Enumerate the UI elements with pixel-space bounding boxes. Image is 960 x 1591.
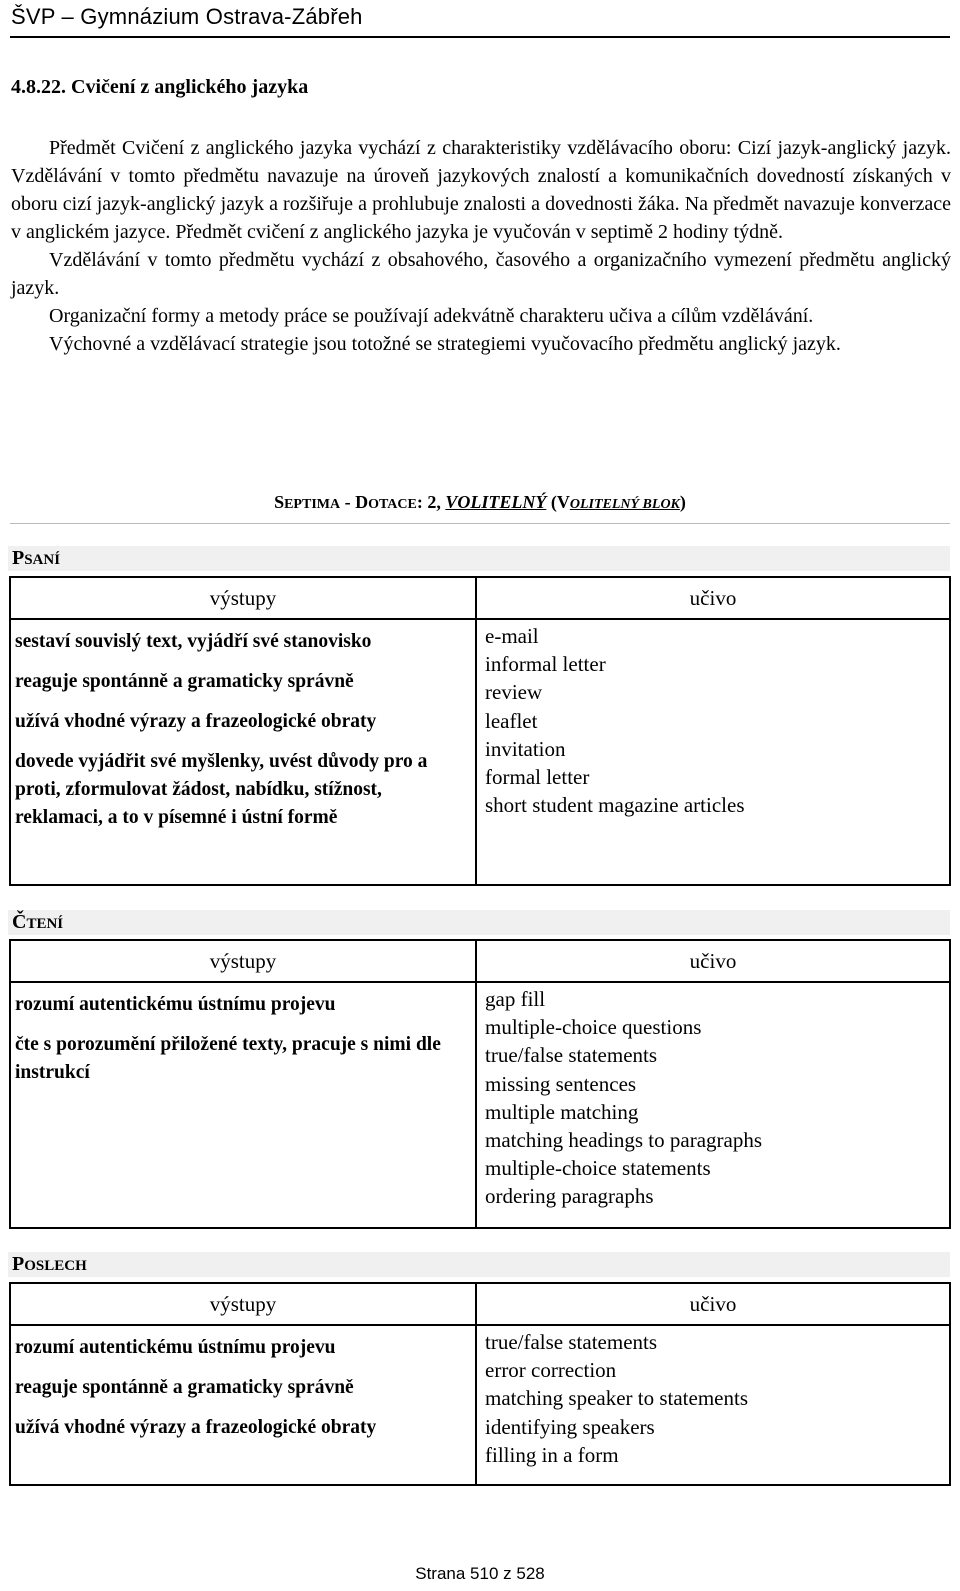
content-item: leaflet (485, 708, 538, 733)
block-heading-cteni: ČTENÍ (8, 910, 950, 935)
block-heading-psani: PSANÍ (8, 546, 950, 571)
output-item: reaguje spontánně a gramaticky správně (15, 671, 354, 692)
content-item: multiple matching (485, 1099, 639, 1124)
content-item: true/false statements (485, 1330, 658, 1354)
column-header-outputs: výstupy (10, 577, 476, 619)
output-item: rozumí autentickému ústnímu projevu (15, 1337, 336, 1358)
output-item: reaguje spontánně a gramaticky správně (15, 1377, 354, 1398)
content-item: identifying speakers (485, 1414, 655, 1439)
content-item: multiple-choice questions (485, 1015, 702, 1040)
intro-paragraph: Organizační formy a metody práce se používají adekvátně charakteru učiva a cílům vzdělávání. (49, 305, 814, 327)
column-header-content: učivo (476, 1283, 950, 1325)
content-item: informal letter (485, 652, 606, 677)
outputs-cell (10, 1325, 476, 1485)
section-title: 4.8.22. Cvičení z anglického jazyka (11, 76, 309, 98)
curriculum-table-poslech (9, 1282, 951, 1486)
column-header-content: učivo (476, 940, 950, 982)
content-cell (476, 619, 950, 885)
content-item: review (485, 680, 543, 705)
header-divider (10, 36, 950, 38)
content-item: e-mail (485, 624, 539, 648)
column-header-outputs: výstupy (10, 1283, 476, 1325)
content-cell (476, 1325, 950, 1485)
content-item: gap fill (485, 987, 546, 1011)
content-item: multiple-choice statements (485, 1156, 711, 1181)
content-item: short student magazine articles (485, 793, 745, 818)
content-item: error correction (485, 1358, 617, 1383)
content-item: invitation (485, 736, 566, 761)
curriculum-table-cteni (9, 939, 951, 1229)
column-header-outputs: výstupy (10, 940, 476, 982)
content-item: missing sentences (485, 1071, 637, 1096)
content-item: ordering paragraphs (485, 1184, 654, 1209)
page-number: Strana 510 z 528 (415, 1564, 545, 1583)
output-item: dovede vyjádřit své myšlenky, uvést důvody pro a proti, zformulovat žádost, nabídku, stížnost, reklamaci, a to v písemné i ústní formě (15, 751, 428, 828)
content-item: filling in a form (485, 1442, 619, 1467)
output-item: rozumí autentickému ústnímu projevu (15, 994, 336, 1015)
intro-paragraph: Vzdělávání v tomto předmětu vychází z obsahového, časového a organizačního vymezení předmětu anglický jazyk. (11, 249, 951, 299)
heading-divider (10, 523, 950, 524)
document-header-title: ŠVP – Gymnázium Ostrava-Zábřeh (11, 4, 363, 29)
content-item: formal letter (485, 765, 590, 790)
outputs-cell (10, 982, 476, 1228)
block-heading-poslech: POSLECH (8, 1252, 950, 1277)
content-cell (476, 982, 950, 1228)
output-item: užívá vhodné výrazy a frazeologické obraty (15, 1417, 377, 1438)
intro-paragraph: Výchovné a vzdělávací strategie jsou totožné se strategiemi vyučovacího předmětu anglický jazyk. (49, 333, 841, 355)
output-item: čte s porozumění přiložené texty, pracuje s nimi dle instrukcí (15, 1034, 441, 1083)
intro-paragraph: Předmět Cvičení z anglického jazyka vychází z charakteristiky vzdělávacího oboru: Cizí jazyk-anglický jazyk. Vzdělávání v tomto předmětu navazuje na úroveň jazykových znalostí a komunikačních dovedností získaných v oboru cizí jazyk-anglický jazyk a rozšiřuje a prohlubuje znalosti a dovednosti žáka. Na předmět navazuje konverzace v anglickém jazyce. Předmět cvičení z anglického jazyka je vyučován v septimě 2 hodiny týdně. (11, 137, 951, 243)
content-item: true/false statements (485, 1043, 658, 1068)
output-item: užívá vhodné výrazy a frazeologické obraty (15, 711, 377, 732)
content-item: matching headings to paragraphs (485, 1128, 762, 1153)
outputs-cell (10, 619, 476, 885)
content-item: matching speaker to statements (485, 1386, 749, 1411)
curriculum-table-psani (9, 576, 951, 886)
intro-text (11, 134, 951, 358)
column-header-content: učivo (476, 577, 950, 619)
output-item: sestaví souvislý text, vyjádří své stanovisko (15, 631, 372, 652)
grade-allocation-heading: SEPTIMA - DOTACE: 2, VOLITELNÝ (VOLITELNÝ BLOK) (274, 492, 686, 512)
